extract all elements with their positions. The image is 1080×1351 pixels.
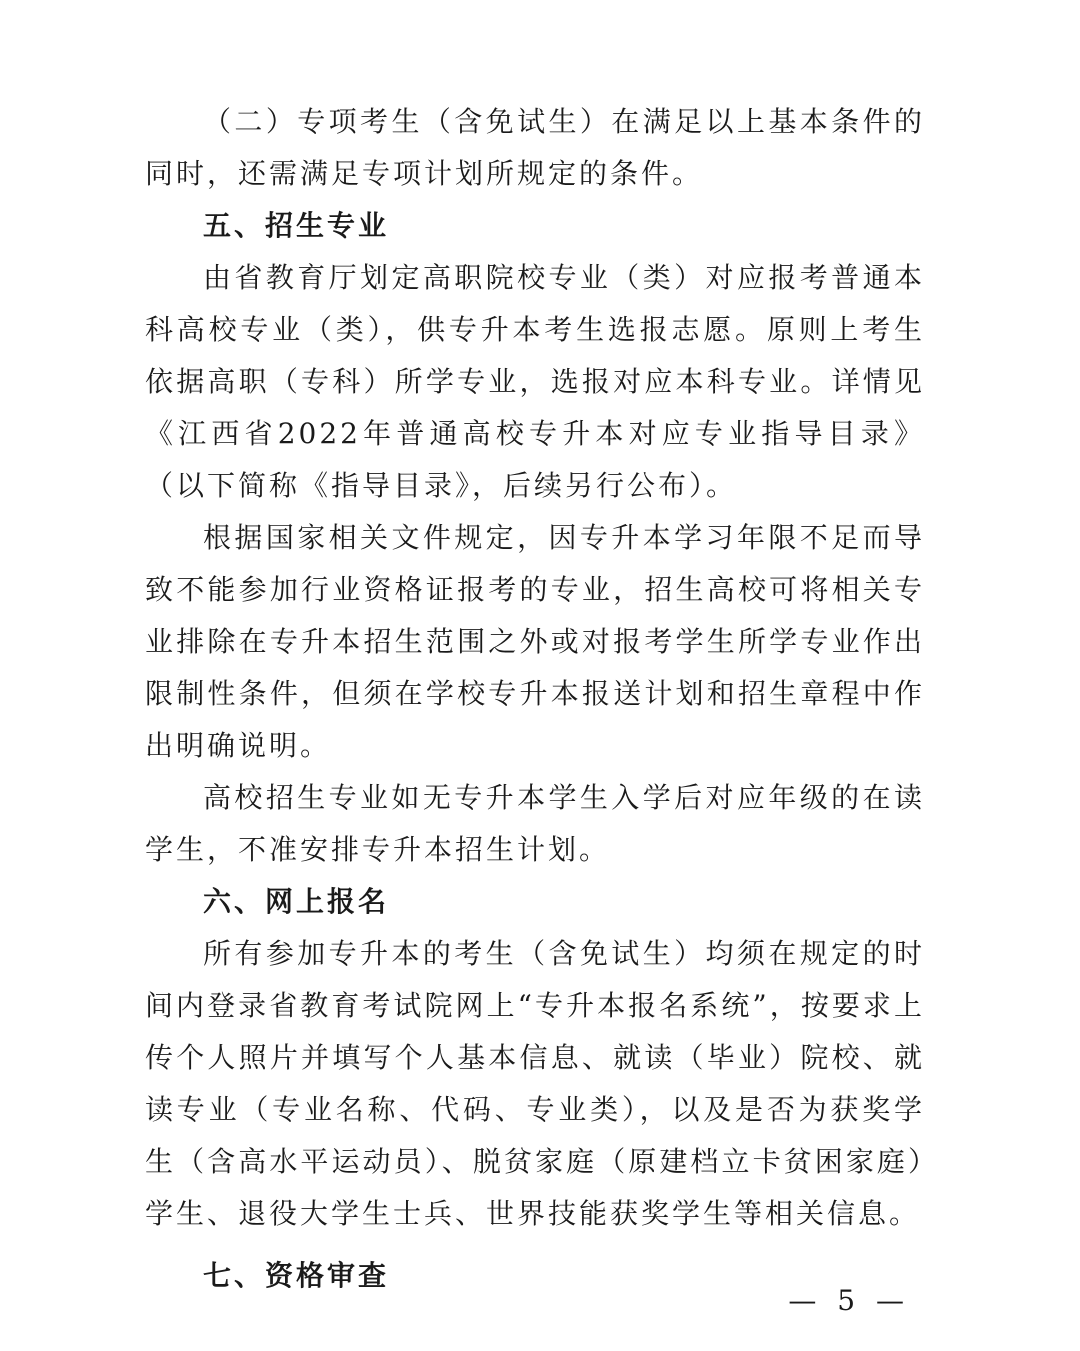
section-heading-online-registration: 六、网上报名 <box>203 885 390 918</box>
paragraph-majors-designation: 由省教育厅划定高职院校专业（类）对应报考普通本科高校专业（类），供专升本考生选报志愿。原则上考生依据高职（专科）所学专业，选报对应本科专业。详情见《江西省2022年普通高校专升本对应专业指导目录》（以下简称《指导目录》，后续另行公布）。 <box>145 261 925 502</box>
section-heading-majors: 五、招生专业 <box>203 209 390 242</box>
document-body <box>145 96 925 1302</box>
paragraph-special-candidates: （二）专项考生（含免试生）在满足以上基本条件的同时，还需满足专项计划所规定的条件。 <box>145 105 925 190</box>
page-number: — 5 — <box>788 1284 910 1317</box>
section-heading-qualification-review: 七、资格审查 <box>203 1259 390 1292</box>
paragraph-online-registration: 所有参加专升本的考生（含免试生）均须在规定的时间内登录省教育考试院网上“专升本报名系统”，按要求上传个人照片并填写个人基本信息、就读（毕业）院校、就读专业（专业名称、代码、专业类），以及是否为获奖学生（含高水平运动员）、脱贫家庭（原建档立卡贫困家庭）学生、退役大学生士兵、世界技能获奖学生等相关信息。 <box>145 937 925 1230</box>
paragraph-enrollment-plan-rule: 高校招生专业如无专升本学生入学后对应年级的在读学生，不准安排专升本招生计划。 <box>145 781 925 866</box>
paragraph-qualification-restriction: 根据国家相关文件规定，因专升本学习年限不足而导致不能参加行业资格证报考的专业，招生高校可将相关专业排除在专升本招生范围之外或对报考学生所学专业作出限制性条件，但须在学校专升本报送计划和招生章程中作出明确说明。 <box>145 521 925 762</box>
